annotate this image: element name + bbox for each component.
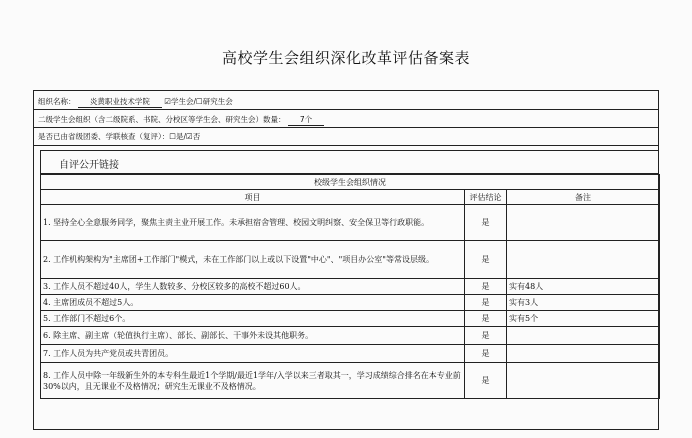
row-note bbox=[507, 205, 660, 241]
row-result: 是 bbox=[465, 295, 507, 311]
row-result: 是 bbox=[465, 205, 507, 241]
second-level-label: 二级学生会组织（含二级院系、书院、分校区等学生会、研究生会）数量： bbox=[38, 115, 286, 124]
second-level-value: 7个 bbox=[288, 114, 324, 126]
second-level-line bbox=[38, 114, 324, 126]
row-result: 是 bbox=[465, 345, 507, 363]
table-row bbox=[41, 363, 660, 399]
row-note bbox=[507, 241, 660, 279]
column-header-item: 项目 bbox=[41, 190, 465, 205]
row-result: 是 bbox=[465, 363, 507, 399]
row-note: 实有48人 bbox=[507, 279, 660, 295]
row-item: 5. 工作部门不超过6个。 bbox=[41, 311, 465, 327]
row-item: 7. 工作人员为共产党员或共青团员。 bbox=[41, 345, 465, 363]
table-row bbox=[41, 345, 660, 363]
column-header-note: 备注 bbox=[507, 190, 660, 205]
org-name-value: 炎黄职业技术学院 bbox=[78, 96, 162, 108]
self-eval-link-box bbox=[40, 150, 659, 174]
divider bbox=[33, 145, 659, 146]
divider bbox=[33, 127, 659, 128]
table-caption: 校级学生会组织情况 bbox=[41, 175, 660, 190]
org-name-line bbox=[38, 96, 233, 108]
row-note: 实有5个 bbox=[507, 311, 660, 327]
column-header-result: 评估结论 bbox=[465, 190, 507, 205]
table-row bbox=[41, 205, 660, 241]
row-note bbox=[507, 363, 660, 399]
row-item: 1. 坚持全心全意服务同学，聚焦主责主业开展工作。未承担宿舍管理、校园文明纠察、安全保卫等行政职能。 bbox=[41, 205, 465, 241]
table-caption-row bbox=[41, 175, 660, 190]
table-row bbox=[41, 327, 660, 345]
row-item: 4. 主席团成员不超过5人。 bbox=[41, 295, 465, 311]
row-item: 8. 工作人员中除一年级新生外的本专科生最近1个学期/最近1学年/入学以来三者取其一，学习成绩综合排名在本专业前30%以内，且无课业不及格情况；研究生无课业不及格情况。 bbox=[41, 363, 465, 399]
evaluation-table bbox=[40, 174, 660, 399]
table-row bbox=[41, 241, 660, 279]
row-note bbox=[507, 327, 660, 345]
row-item: 6. 除主席、副主席（轮值执行主席）、部长、副部长、干事外未设其他职务。 bbox=[41, 327, 465, 345]
row-result: 是 bbox=[465, 241, 507, 279]
table-row bbox=[41, 295, 660, 311]
row-result: 是 bbox=[465, 311, 507, 327]
self-eval-link-label: 自评公开链接 bbox=[59, 160, 119, 171]
row-result: 是 bbox=[465, 327, 507, 345]
review-text: 是否已由省级团委、学联核查（复评）：☐是/☑否 bbox=[38, 132, 201, 141]
row-note bbox=[507, 345, 660, 363]
org-name-label: 组织名称： bbox=[38, 97, 76, 106]
row-note: 实有3人 bbox=[507, 295, 660, 311]
table-header-row bbox=[41, 190, 660, 205]
row-item: 3. 工作人员不超过40人，学生人数较多、分校区较多的高校不超过60人。 bbox=[41, 279, 465, 295]
review-line bbox=[38, 131, 200, 142]
table-row bbox=[41, 279, 660, 295]
row-result: 是 bbox=[465, 279, 507, 295]
org-type-checkbox: ☑学生会/☐研究生会 bbox=[164, 97, 233, 106]
row-item: 2. 工作机构架构为"主席团+工作部门"模式，未在工作部门以上或以下设置"中心"、"项目办公室"等常设层级。 bbox=[41, 241, 465, 279]
divider bbox=[33, 109, 659, 110]
table-row bbox=[41, 311, 660, 327]
form-title: 高校学生会组织深化改革评估备案表 bbox=[221, 49, 470, 67]
